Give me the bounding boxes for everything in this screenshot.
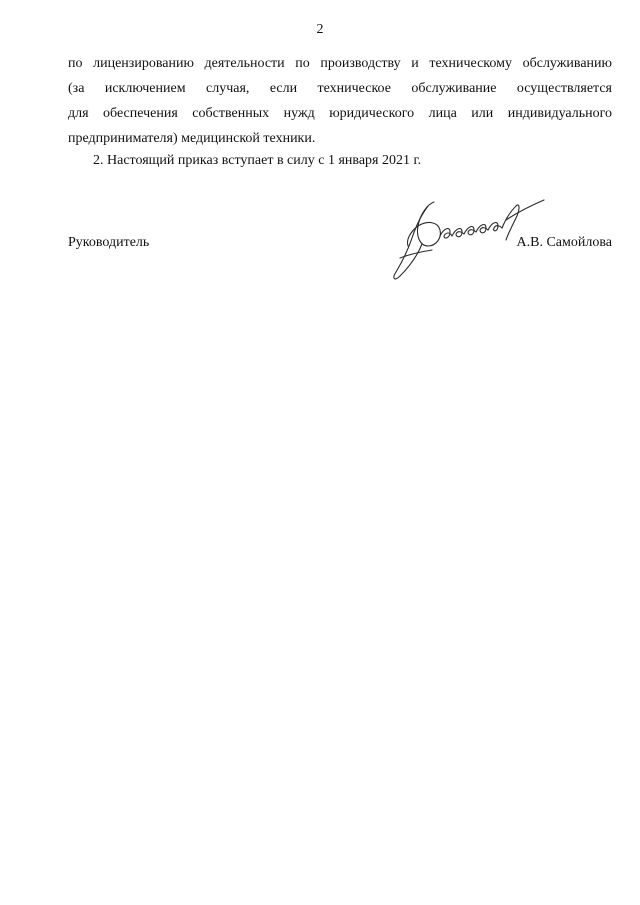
paragraph-line: (за исключением случая, если техническое обслуживание осуществляется [68,81,612,96]
signature-block [68,233,612,253]
page-number: 2 [316,22,324,37]
paragraph-licensing-exception [68,51,612,151]
paragraph-line: предпринимателя) медицинской техники. [68,131,316,146]
paragraph-line: по лицензированию деятельности по производству и техническому обслуживанию [68,56,612,71]
signer-name: А.В. Самойлова [516,235,612,250]
paragraph-line: для обеспечения собственных нужд юридического лица или индивидуального [68,106,612,121]
paragraph-effective-date: 2. Настоящий приказ вступает в силу с 1 января 2021 г. [93,153,422,168]
signer-position: Руководитель [68,235,150,250]
